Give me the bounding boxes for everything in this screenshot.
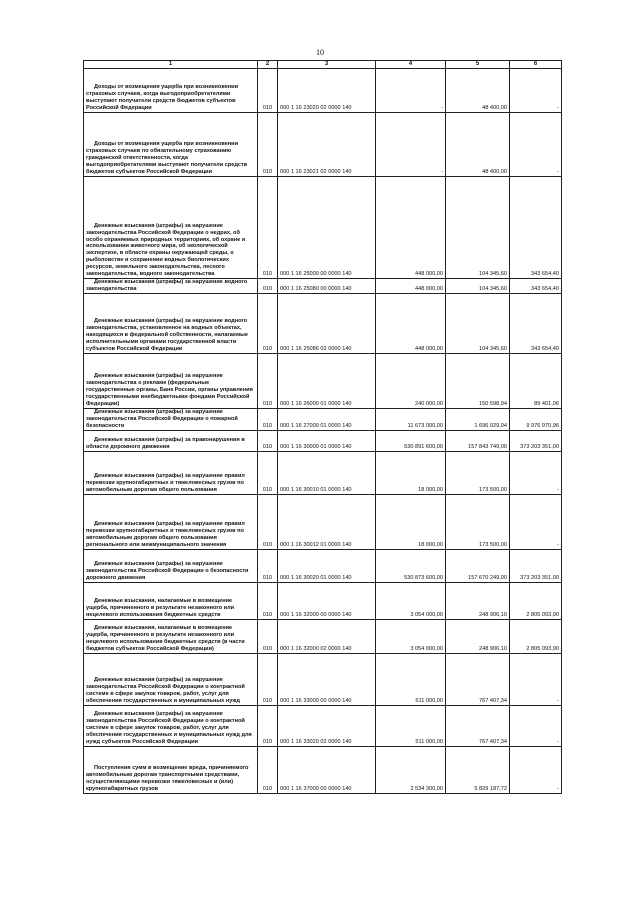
row-unexecuted-cell: -: [510, 705, 562, 746]
row-executed-cell: 173 500,00: [446, 494, 510, 549]
row-approved-cell: 530 891 600,00: [376, 430, 446, 451]
table-row: [84, 69, 562, 113]
row-executed-cell: 248 906,10: [446, 619, 510, 653]
row-name-cell: Денежные взыскания (штрафы) за нарушение законодательства Российской Федерации о контрактной системе в сфере закупок товаров, работ, услуг для обеспечения государственных и муниципальных нужд для нужд субъектов Российской Федерации: [84, 705, 258, 746]
row-unexecuted-cell: -: [510, 113, 562, 177]
row-unexecuted-cell: 2 805 093,90: [510, 582, 562, 619]
row-executed-cell: 48 400,00: [446, 69, 510, 113]
table-row: [84, 177, 562, 279]
row-approved-cell: 448 000,00: [376, 177, 446, 279]
row-name-cell: Денежные взыскания, налагаемые в возмещение ущерба, причиненного в результате незаконного или нецелевого использования бюджетных средств (в части бюджетов субъектов Российской Федерации): [84, 619, 258, 653]
row-kbk-cell: 000 1 16 30000 01 0000 140: [278, 430, 376, 451]
row-executed-cell: 173 500,00: [446, 451, 510, 494]
table-row: [84, 549, 562, 582]
row-name-cell: Денежные взыскания (штрафы) за нарушение правил перевозки крупногабаритных и тяжеловесных грузов по автомобильным дорогам общего пользования регионального или межмуниципального значения: [84, 494, 258, 549]
row-approved-cell: 448 000,00: [376, 279, 446, 294]
table-row: [84, 653, 562, 705]
table-row: [84, 494, 562, 549]
row-kbk-cell: 000 1 16 32000 02 0000 140: [278, 619, 376, 653]
row-code-cell: 010: [258, 653, 278, 705]
row-name-cell: Денежные взыскания (штрафы) за нарушение законодательства Российской Федерации о контрактной системе в сфере закупок товаров, работ, услуг для обеспечения государственных и муниципальных нужд: [84, 653, 258, 705]
row-name-cell: Денежные взыскания (штрафы) за нарушение законодательства Российской Федерации о безопасности дорожного движения: [84, 549, 258, 582]
page-number: 10: [316, 48, 324, 57]
row-kbk-cell: 000 1 16 30020 01 0000 140: [278, 549, 376, 582]
header-cell-5: 5: [446, 61, 510, 69]
row-unexecuted-cell: 343 654,40: [510, 293, 562, 353]
row-unexecuted-cell: 373 203 351,00: [510, 430, 562, 451]
row-code-cell: 010: [258, 494, 278, 549]
row-code-cell: 010: [258, 177, 278, 279]
row-kbk-cell: 000 1 16 33020 02 0000 140: [278, 705, 376, 746]
row-unexecuted-cell: 9 976 970,96: [510, 408, 562, 430]
row-name-cell: Денежные взыскания (штрафы) за нарушение законодательства Российской Федерации о недрах, об особо охраняемых природных территориях, об охране и использовании животного мира, об экологической экспертизе, в области охраны окружающей среды, о рыболовстве и сохранении водных биологических ресурсов, земельного законодательства, лесного законодательства, водного законодательства: [84, 177, 258, 279]
row-code-cell: 010: [258, 549, 278, 582]
row-executed-cell: 157 670 249,00: [446, 549, 510, 582]
row-executed-cell: 104 345,60: [446, 293, 510, 353]
row-code-cell: 010: [258, 582, 278, 619]
row-unexecuted-cell: 89 401,06: [510, 353, 562, 408]
row-approved-cell: 18 000,00: [376, 494, 446, 549]
row-name-cell: Денежные взыскания (штрафы) за нарушение правил перевозки крупногабаритных и тяжеловесных грузов по автомобильным дорогам общего пользования: [84, 451, 258, 494]
row-unexecuted-cell: -: [510, 653, 562, 705]
row-approved-cell: 448 000,00: [376, 293, 446, 353]
row-unexecuted-cell: -: [510, 451, 562, 494]
table-row: [84, 279, 562, 294]
row-code-cell: 010: [258, 113, 278, 177]
row-unexecuted-cell: 343 654,40: [510, 279, 562, 294]
header-cell-4: 4: [376, 61, 446, 69]
row-unexecuted-cell: -: [510, 69, 562, 113]
row-executed-cell: 1 696 029,04: [446, 408, 510, 430]
row-approved-cell: 511 000,00: [376, 705, 446, 746]
table-row: [84, 408, 562, 430]
row-code-cell: 010: [258, 353, 278, 408]
row-approved-cell: 18 000,00: [376, 451, 446, 494]
row-kbk-cell: 000 1 16 25000 00 0000 140: [278, 177, 376, 279]
table-row: [84, 353, 562, 408]
row-approved-cell: 3 054 000,00: [376, 582, 446, 619]
row-unexecuted-cell: 2 805 093,90: [510, 619, 562, 653]
row-name-cell: Денежные взыскания (штрафы) за нарушение водного законодательства: [84, 279, 258, 294]
row-kbk-cell: 000 1 16 25080 00 0000 140: [278, 279, 376, 294]
row-unexecuted-cell: -: [510, 494, 562, 549]
table-header-row: [84, 61, 562, 69]
row-name-cell: Доходы от возмещения ущерба при возникновении страховых случаев, когда выгодоприобретателями выступают получатели средств бюджетов субъектов Российской Федерации: [84, 69, 258, 113]
row-kbk-cell: 000 1 16 37000 00 0000 140: [278, 746, 376, 793]
row-code-cell: 010: [258, 451, 278, 494]
row-approved-cell: 3 054 000,00: [376, 619, 446, 653]
row-unexecuted-cell: 343 654,40: [510, 177, 562, 279]
row-executed-cell: 767 407,34: [446, 653, 510, 705]
row-code-cell: 010: [258, 619, 278, 653]
row-kbk-cell: 000 1 16 27000 01 0000 140: [278, 408, 376, 430]
row-executed-cell: 157 843 749,00: [446, 430, 510, 451]
row-kbk-cell: 000 1 16 33000 00 0000 140: [278, 653, 376, 705]
table-row: [84, 705, 562, 746]
row-kbk-cell: 000 1 16 26000 01 0000 140: [278, 353, 376, 408]
row-approved-cell: 530 873 600,00: [376, 549, 446, 582]
row-approved-cell: 240 000,00: [376, 353, 446, 408]
row-unexecuted-cell: -: [510, 746, 562, 793]
row-executed-cell: 150 598,94: [446, 353, 510, 408]
table-row: [84, 293, 562, 353]
table-row: [84, 582, 562, 619]
row-executed-cell: 767 407,34: [446, 705, 510, 746]
header-cell-6: 6: [510, 61, 562, 69]
row-code-cell: 010: [258, 279, 278, 294]
row-kbk-cell: 000 1 16 30010 01 0000 140: [278, 451, 376, 494]
row-code-cell: 010: [258, 293, 278, 353]
table-row: [84, 619, 562, 653]
row-code-cell: 010: [258, 430, 278, 451]
row-executed-cell: 248 906,10: [446, 582, 510, 619]
row-approved-cell: 11 673 000,00: [376, 408, 446, 430]
row-code-cell: 010: [258, 746, 278, 793]
row-kbk-cell: 000 1 16 25086 02 0000 140: [278, 293, 376, 353]
table-row: [84, 113, 562, 177]
row-name-cell: Денежные взыскания (штрафы) за нарушение законодательства Российской Федерации о пожарной безопасности: [84, 408, 258, 430]
row-code-cell: 010: [258, 408, 278, 430]
row-name-cell: Поступления сумм в возмещение вреда, причиняемого автомобильным дорогам транспортными средствами, осуществляющими перевозки тяжеловесных и (или) крупногабаритных грузов: [84, 746, 258, 793]
row-name-cell: Денежные взыскания (штрафы) за нарушение водного законодательства, установленное на водных объектах, находящихся в федеральной собственности, налагаемые исполнительными органами государственной власти субъектов Российской Федерации: [84, 293, 258, 353]
row-unexecuted-cell: 373 203 351,00: [510, 549, 562, 582]
row-approved-cell: 2 534 300,00: [376, 746, 446, 793]
row-code-cell: 010: [258, 705, 278, 746]
row-name-cell: Денежные взыскания, налагаемые в возмещение ущерба, причиненного в результате незаконного или нецелевого использования бюджетных средств: [84, 582, 258, 619]
header-cell-2: 2: [258, 61, 278, 69]
row-name-cell: Денежные взыскания (штрафы) за нарушение законодательства о рекламе (федеральные государственные органы, Банк России, органы управления государственными внебюджетными фондами Российской Федерации): [84, 353, 258, 408]
table-row: [84, 746, 562, 793]
row-kbk-cell: 000 1 16 23020 02 0000 140: [278, 69, 376, 113]
row-executed-cell: 5 829 187,72: [446, 746, 510, 793]
revenue-table: [83, 60, 562, 794]
row-executed-cell: 104 345,60: [446, 279, 510, 294]
row-name-cell: Доходы от возмещения ущерба при возникновении страховых случаев по обязательному страхованию гражданской ответственности, когда выгодоприобретателями выступают получатели средств бюджетов субъектов Российской Федерации: [84, 113, 258, 177]
row-approved-cell: -: [376, 113, 446, 177]
row-name-cell: Денежные взыскания (штрафы) за правонарушения в области дорожного движения: [84, 430, 258, 451]
row-kbk-cell: 000 1 16 32000 00 0000 140: [278, 582, 376, 619]
row-approved-cell: -: [376, 69, 446, 113]
header-cell-1: 1: [84, 61, 258, 69]
row-code-cell: 010: [258, 69, 278, 113]
row-executed-cell: 104 345,60: [446, 177, 510, 279]
row-executed-cell: 48 400,00: [446, 113, 510, 177]
row-kbk-cell: 000 1 16 30012 01 0000 140: [278, 494, 376, 549]
row-kbk-cell: 000 1 16 23021 02 0000 140: [278, 113, 376, 177]
row-approved-cell: 511 000,00: [376, 653, 446, 705]
table-row: [84, 451, 562, 494]
header-cell-3: 3: [278, 61, 376, 69]
table-row: [84, 430, 562, 451]
